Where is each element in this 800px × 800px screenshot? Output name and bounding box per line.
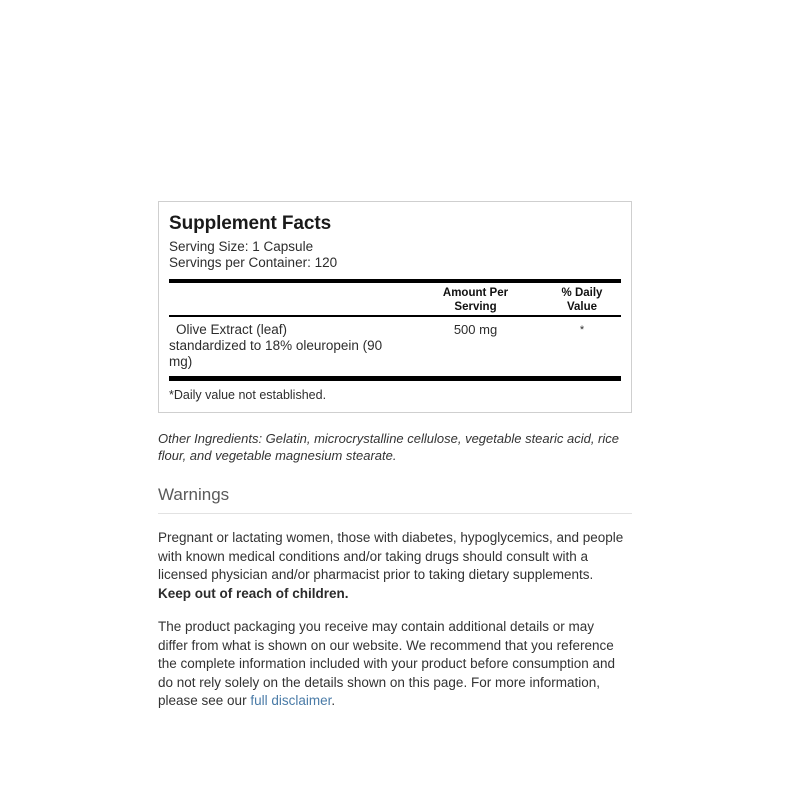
keep-out-of-reach-text: Keep out of reach of children. [158, 585, 349, 601]
supplement-facts-title: Supplement Facts [169, 213, 332, 234]
supplement-facts-column-headers [169, 283, 621, 315]
column-header-amount-line1: Amount Per [442, 287, 509, 299]
warnings-paragraph-2 [158, 618, 624, 711]
packaging-disclaimer-text: The product packaging you receive may contain additional details or may differ from what is shown on our website. We recommend that you reference the complete information included with your product before consumption and do not rely solely on the details shown on this page. For more information, please see our [158, 619, 616, 708]
column-header-dv-line1: % Daily [561, 287, 603, 299]
column-header-dv-line2: Value [566, 300, 598, 313]
nutrient-cell [169, 322, 408, 370]
daily-value-footnote: *Daily value not established. [169, 388, 327, 402]
nutrient-daily-value: * [579, 324, 585, 336]
other-ingredients-text: Other Ingredients: Gelatin, microcrystalline cellulose, vegetable stearic acid, rice flour, and vegetable magnesium stearate. [158, 431, 619, 463]
warnings-paragraph-1 [158, 529, 624, 603]
column-header-amount-line2: Serving [454, 300, 497, 313]
content-column [158, 201, 632, 711]
nutrient-name: Olive Extract (leaf) [176, 322, 288, 337]
nutrient-standardization: standardized to 18% oleuropein (90 mg) [169, 338, 383, 369]
column-header-daily-value [543, 287, 621, 314]
servings-per-container-line: Servings per Container: 120 [169, 255, 338, 270]
warnings-paragraph-1-text: Pregnant or lactating women, those with diabetes, hypoglycemics, and people with known medical conditions and/or taking drugs should consult with a licensed physician and/or pharmacist prior to taking dietary supplements. [158, 530, 624, 582]
nutrient-amount: 500 mg [453, 322, 498, 337]
full-disclaimer-link[interactable]: full disclaimer [250, 693, 332, 708]
supplement-facts-panel [158, 201, 632, 413]
packaging-disclaimer-period: . [331, 693, 336, 708]
serving-size-line: Serving Size: 1 Capsule [169, 239, 314, 254]
column-header-amount-per-serving [408, 287, 543, 314]
warnings-heading: Warnings [158, 484, 632, 514]
table-row [169, 317, 621, 376]
